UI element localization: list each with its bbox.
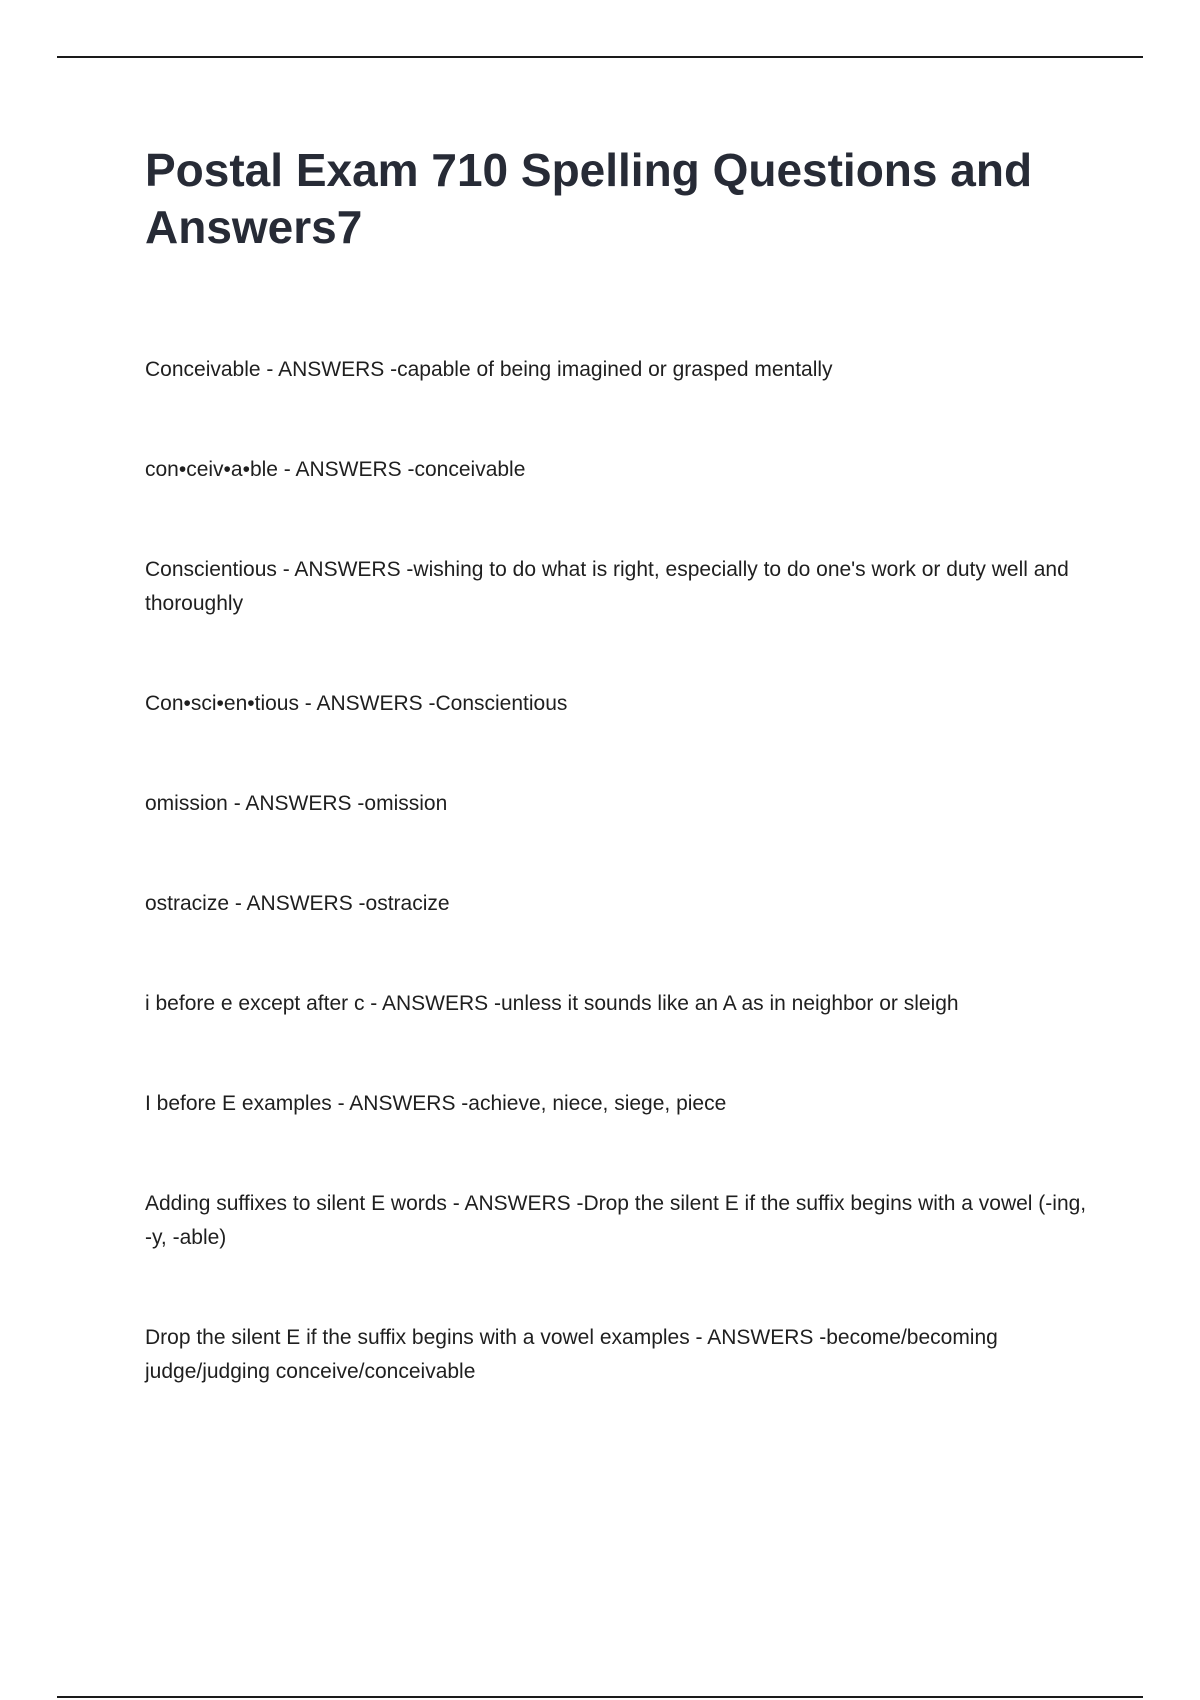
qa-list: [145, 353, 1095, 1389]
qa-answer: become/becoming judge/judging conceive/conceivable: [145, 1326, 998, 1383]
qa-answer: achieve, niece, siege, piece: [468, 1092, 727, 1115]
qa-item: [145, 1087, 1095, 1121]
qa-item: [145, 887, 1095, 921]
qa-term: i before e except after c: [145, 992, 365, 1015]
qa-separator: - ANSWERS -: [276, 558, 414, 581]
qa-term: Drop the silent E if the suffix begins with a vowel examples: [145, 1326, 690, 1349]
qa-answer: conceivable: [414, 458, 526, 481]
top-rule: [57, 56, 1143, 58]
qa-term: Conceivable: [145, 358, 261, 381]
qa-item: [145, 987, 1095, 1021]
qa-answer: capable of being imagined or grasped mentally: [397, 358, 833, 381]
qa-separator: - ANSWERS -: [229, 892, 366, 915]
qa-separator: - ANSWERS -: [446, 1192, 584, 1215]
qa-separator: - ANSWERS -: [364, 992, 501, 1015]
qa-item: [145, 787, 1095, 821]
qa-answer: wishing to do what is right, especially to do one's work or duty well and thoroughly: [145, 558, 1069, 615]
qa-answer: Drop the silent E if the suffix begins with a vowel (-ing, -y, -able): [145, 1192, 1087, 1249]
qa-separator: - ANSWERS -: [227, 792, 365, 815]
qa-separator: - ANSWERS -: [298, 692, 436, 715]
qa-separator: - ANSWERS -: [689, 1326, 827, 1349]
qa-item: [145, 553, 1095, 621]
qa-term: Conscientious: [145, 558, 277, 581]
qa-answer: omission: [364, 792, 448, 815]
qa-term: Adding suffixes to silent E words: [145, 1192, 447, 1215]
qa-term: I before E examples: [145, 1092, 332, 1115]
qa-answer: ostracize: [365, 892, 450, 915]
bottom-rule: [57, 1696, 1143, 1698]
qa-separator: - ANSWERS -: [277, 458, 415, 481]
qa-item: [145, 1187, 1095, 1255]
qa-separator: - ANSWERS -: [331, 1092, 469, 1115]
qa-term: con•ceiv•a•ble: [145, 458, 278, 481]
document-body: [145, 142, 1095, 1455]
qa-answer: unless it sounds like an A as in neighbor or sleigh: [500, 992, 959, 1015]
qa-separator: - ANSWERS -: [260, 358, 398, 381]
qa-item: [145, 1321, 1095, 1389]
qa-item: [145, 453, 1095, 487]
qa-term: Con•sci•en•tious: [145, 692, 299, 715]
qa-answer: Conscientious: [435, 692, 568, 715]
qa-item: [145, 687, 1095, 721]
qa-item: [145, 353, 1095, 387]
qa-term: omission: [145, 792, 228, 815]
qa-term: ostracize: [145, 892, 230, 915]
document-title: Postal Exam 710 Spelling Questions and Answers7: [145, 144, 1033, 253]
